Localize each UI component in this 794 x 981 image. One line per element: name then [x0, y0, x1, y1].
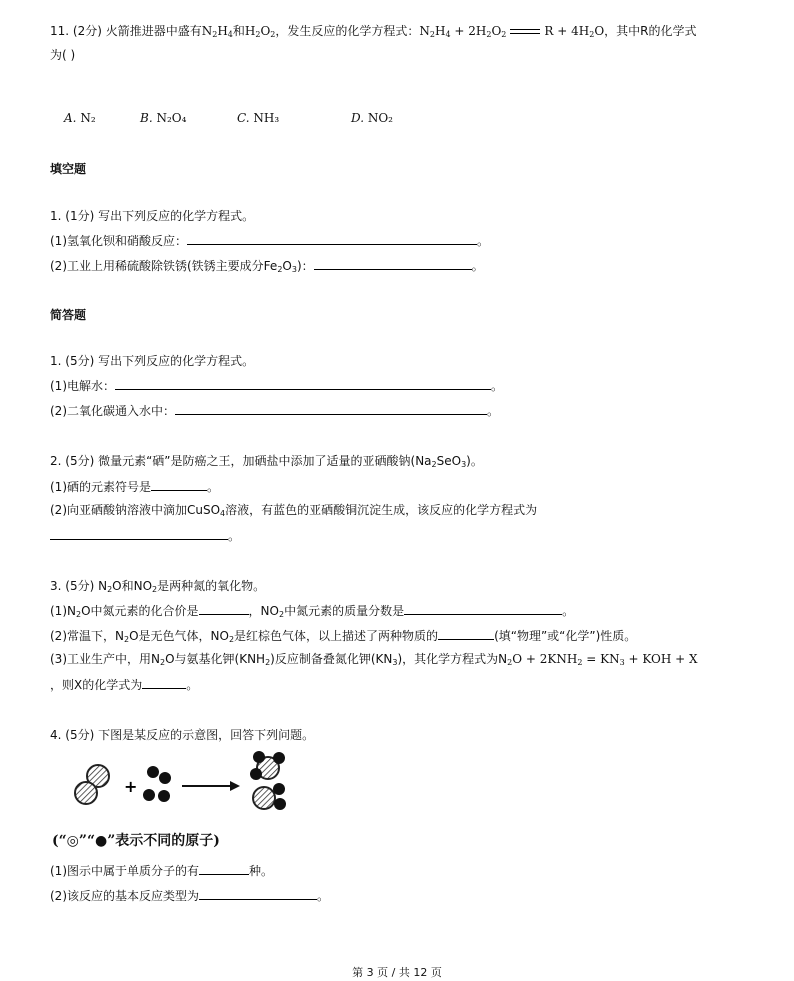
sa3-sub3-d: )，其化学方程式为N: [397, 652, 508, 666]
sa3-stem: 3. (5分) $N_2O$和$NO_2$是两种氮的氧化物。: [50, 579, 266, 594]
sa4-stem: 4. (5分) 下图是某反应的示意图，回答下列问题。: [50, 728, 315, 742]
fill1-sub1: [50, 232, 489, 249]
option-d[interactable]: [351, 111, 393, 125]
sa1-sub2-text: (2)二氧化碳通入水中：: [50, 404, 175, 418]
fill1-stem: 1. (1分) 写出下列反应的化学方程式。: [50, 209, 255, 223]
sa3-stem-tail: 是两种氮的氧化物。: [157, 579, 266, 593]
option-text: N₂O₄: [156, 111, 187, 125]
answer-blank[interactable]: [115, 377, 491, 390]
plus-sign: +: [124, 777, 138, 796]
period: 。: [487, 404, 500, 418]
cuso4-subscript: 4: [220, 509, 226, 518]
option-b[interactable]: [140, 111, 186, 125]
sa3-sub1-a: (1)N: [50, 604, 76, 618]
sa3-sub1-b: O中氮元素的化合价是: [81, 604, 199, 618]
period: 。: [228, 529, 241, 543]
sa2-sub2: [50, 502, 537, 518]
q11-and: 和: [232, 24, 245, 38]
sa1-stem: 1. (5分) 写出下列反应的化学方程式。: [50, 354, 255, 368]
option-text: N₂: [80, 111, 96, 125]
q11-stem-text: 11. (2分) 火箭推进器中盛有: [50, 24, 202, 38]
sa4-sub2-text: (2)该反应的基本反应类型为: [50, 889, 199, 903]
na2seo3-subscripts: $_2$SeO$_3$: [431, 454, 467, 469]
reaction-arrow: [182, 781, 240, 791]
option-letter: D.: [351, 111, 365, 125]
q11-line1: [50, 23, 697, 39]
sa3-sub3-line2: [50, 676, 198, 693]
sa3-sub3-c: )反应制备叠氮化钾(KN: [270, 652, 393, 666]
sa3-sub3: (3)工业生产中，用$N_2O$与氨基化钾$(KNH_2)$反应制备叠氮化钾$(KN_3)$，其化学方程式为$N_2O + 2KNH_2 = KN_3$ + KOH + X: [50, 652, 698, 667]
section-heading-short: 简答题: [50, 308, 87, 322]
option-text: NH₃: [253, 111, 280, 125]
answer-blank[interactable]: [199, 602, 249, 615]
page-footer: 第 3 页 / 共 12 页: [352, 966, 442, 979]
sa1-sub2: [50, 402, 499, 419]
sa3-sub2-a: (2)常温下，N: [50, 629, 124, 643]
sa2-sub2-text: (2)向亚硒酸钠溶液中滴加CuSO: [50, 503, 221, 517]
diagram-caption: (“◎”“●”表示不同的原子): [52, 833, 220, 849]
period: 。: [477, 234, 490, 248]
sa4-sub1-text: (1)图示中属于单质分子的有: [50, 864, 199, 878]
period: 。: [317, 889, 330, 903]
answer-blank[interactable]: [142, 676, 186, 689]
answer-blank[interactable]: [175, 402, 487, 415]
q11-line2: 为( ): [50, 48, 76, 62]
sa3-sub3-line2-text: ，则X的化学式为: [50, 678, 143, 692]
sa2-sub1-text: (1)硒的元素符号是: [50, 480, 151, 494]
sa3-sub2-c: 是红棕色气体，以上描述了两种物质的: [234, 629, 439, 643]
answer-blank[interactable]: [199, 887, 317, 900]
option-letter: A.: [64, 111, 77, 125]
answer-blank[interactable]: [314, 257, 472, 270]
formula-h2o2: $H_2O_2$: [244, 24, 276, 39]
product-molecules: [250, 751, 286, 810]
fill1-sub2: [50, 257, 484, 274]
option-a[interactable]: [64, 111, 96, 125]
sa2-sub2-tail: 溶液，有蓝色的亚硒酸铜沉淀生成，该反应的化学方程式为: [225, 503, 538, 517]
option-letter: B.: [140, 111, 153, 125]
answer-blank[interactable]: [199, 862, 249, 875]
sa3-sub3-a: (3)工业生产中，用N: [50, 652, 160, 666]
sa2-stem-text: 2. (5分) 微量元素“硒”是防癌之王，加硒盐中添加了适量的亚硒酸钠(Na: [50, 454, 432, 468]
period: 。: [491, 379, 504, 393]
answer-blank[interactable]: [50, 527, 228, 540]
sa2-stem: [50, 453, 483, 469]
section-heading-fill: 填空题: [50, 162, 87, 176]
period: 。: [562, 604, 575, 618]
sa2-sub2-line2: [50, 527, 240, 544]
sa3-stem-mid: O和NO: [112, 579, 153, 593]
q11-equation-label: ，发生反应的化学方程式：: [275, 24, 420, 38]
fill1-sub2-tail: )：: [296, 259, 314, 273]
sa1-sub1: [50, 377, 503, 394]
option-letter: C.: [237, 111, 250, 125]
sa4-sub2: [50, 887, 329, 904]
option-c[interactable]: [237, 111, 279, 125]
sa3-sub2-d: (填“物理”或“化学”)性质。: [494, 629, 637, 643]
q11-equation: $N_2H_4 + 2H_2O_2$ $R + 4H_2O$: [419, 24, 605, 39]
sa2-stem-tail: )。: [466, 454, 483, 468]
formula-n2h4: $N_2H_4$: [201, 24, 233, 39]
period: 。: [207, 480, 220, 494]
answer-blank[interactable]: [187, 232, 477, 245]
answer-blank[interactable]: [438, 627, 494, 640]
option-text: NO₂: [367, 111, 393, 125]
fill1-sub1-text: (1)氢氧化钡和硝酸反应：: [50, 234, 187, 248]
sa1-sub1-text: (1)电解水：: [50, 379, 115, 393]
q11-stem-tail: ，其中R的化学式: [604, 24, 697, 38]
sa3-sub3-b: O与氨基化钾(KNH: [165, 652, 266, 666]
black-diatomic-molecules: [143, 766, 171, 802]
sa4-sub1: [50, 862, 273, 879]
fe2o3-subscripts: $_2O_3$: [277, 259, 297, 274]
sa3-sub1: $(1)N_2O$中氮元素的化合价是 ，$NO_2$中氮元素的质量分数是 。: [50, 604, 575, 619]
period: 。: [186, 678, 199, 692]
sa3-equation: $_2O + 2KNH_2 = KN_3$ + KOH + X: [507, 652, 698, 667]
sa4-sub1-tail: 种。: [249, 864, 274, 878]
sa3-sub1-c: ，NO: [248, 604, 279, 618]
sa2-sub1: [50, 478, 219, 495]
sa3-sub2: (2)常温下，$N_2O$是无色气体，$NO_2$是红棕色气体，以上描述了两种物质的 (填“物理”或“化学”)性质。: [50, 629, 637, 644]
answer-blank[interactable]: [404, 602, 562, 615]
sa3-sub1-d: 中氮元素的质量分数是: [284, 604, 405, 618]
period: 。: [471, 259, 484, 273]
sa3-stem-text: 3. (5分) N: [50, 579, 108, 593]
answer-blank[interactable]: [151, 478, 207, 491]
sa3-sub2-b: O是无色气体，NO: [129, 629, 229, 643]
hatched-diatomic-molecule: [75, 765, 109, 804]
fill1-sub2-text: (2)工业上用稀硫酸除铁锈(铁锈主要成分Fe: [50, 259, 278, 273]
